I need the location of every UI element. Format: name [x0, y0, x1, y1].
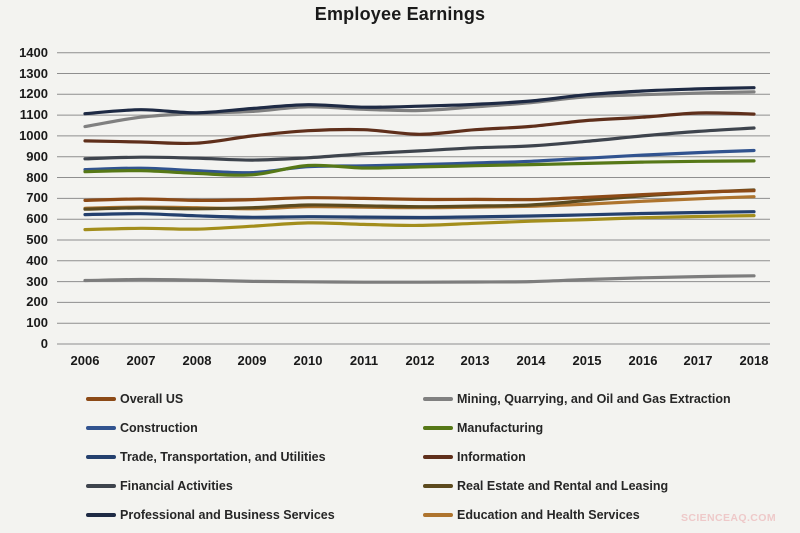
y-tick-label: 300 [26, 274, 48, 289]
legend-swatch-icon [423, 513, 453, 517]
legend-swatch-icon [86, 455, 116, 459]
y-tick-label: 500 [26, 232, 48, 247]
x-tick-label: 2006 [70, 353, 100, 368]
x-tick-label: 2010 [293, 353, 323, 368]
x-tick-label: 2013 [460, 353, 490, 368]
y-tick-label: 1100 [19, 107, 48, 122]
legend-label: Trade, Transportation, and Utilities [120, 450, 326, 464]
y-tick-label: 0 [40, 336, 48, 351]
legend-item [423, 447, 786, 467]
legend-item [86, 505, 423, 525]
x-tick-label: 2008 [182, 353, 212, 368]
legend-item [423, 476, 786, 496]
legend-item [86, 389, 423, 409]
x-tick-label: 2016 [628, 353, 658, 368]
x-tick-label: 2018 [739, 353, 769, 368]
y-tick-label: 1200 [19, 86, 48, 101]
legend-swatch-icon [423, 455, 453, 459]
y-tick-label: 200 [26, 294, 48, 309]
legend [86, 389, 786, 525]
legend-swatch-icon [86, 397, 116, 401]
y-tick-label: 800 [26, 170, 48, 185]
y-tick-label: 400 [26, 253, 48, 268]
legend-swatch-icon [423, 397, 453, 401]
x-tick-label: 2017 [683, 353, 713, 368]
legend-swatch-icon [86, 513, 116, 517]
series-line-information [85, 113, 754, 144]
legend-label: Information [457, 450, 526, 464]
legend-label: Manufacturing [457, 421, 544, 435]
legend-label: Real Estate and Rental and Leasing [457, 479, 669, 493]
x-tick-label: 2007 [126, 353, 156, 368]
y-tick-label: 900 [26, 149, 48, 164]
legend-item [423, 418, 786, 438]
chart-title: Employee Earnings [314, 4, 486, 24]
x-tick-label: 2015 [572, 353, 602, 368]
legend-swatch-icon [86, 426, 116, 430]
x-tick-label: 2012 [405, 353, 435, 368]
y-tick-label: 1300 [19, 66, 48, 81]
legend-item [423, 389, 786, 409]
x-tick-label: 2009 [237, 353, 267, 368]
legend-swatch-icon [86, 484, 116, 488]
series-line-overall-us [85, 191, 754, 201]
legend-label: Overall US [120, 392, 184, 406]
legend-item [86, 447, 423, 467]
y-tick-label: 600 [26, 211, 48, 226]
legend-item [86, 418, 423, 438]
legend-label: Mining, Quarrying, and Oil and Gas Extraction [457, 392, 731, 406]
x-tick-label: 2011 [349, 353, 379, 368]
legend-item [86, 476, 423, 496]
series-line-mining-quarrying-oil-gas [85, 92, 754, 127]
legend-swatch-icon [423, 484, 453, 488]
legend-label: Construction [120, 421, 198, 435]
legend-label: Professional and Business Services [120, 508, 335, 522]
legend-label: Education and Health Services [457, 508, 640, 522]
legend-swatch-icon [423, 426, 453, 430]
x-tick-label: 2014 [516, 353, 546, 368]
y-tick-label: 100 [26, 315, 48, 330]
watermark: SCIENCEAQ.COM [680, 512, 776, 524]
y-tick-label: 1400 [19, 45, 48, 60]
legend-label: Financial Activities [120, 479, 233, 493]
y-tick-label: 700 [26, 190, 48, 205]
y-tick-label: 1000 [19, 128, 48, 143]
